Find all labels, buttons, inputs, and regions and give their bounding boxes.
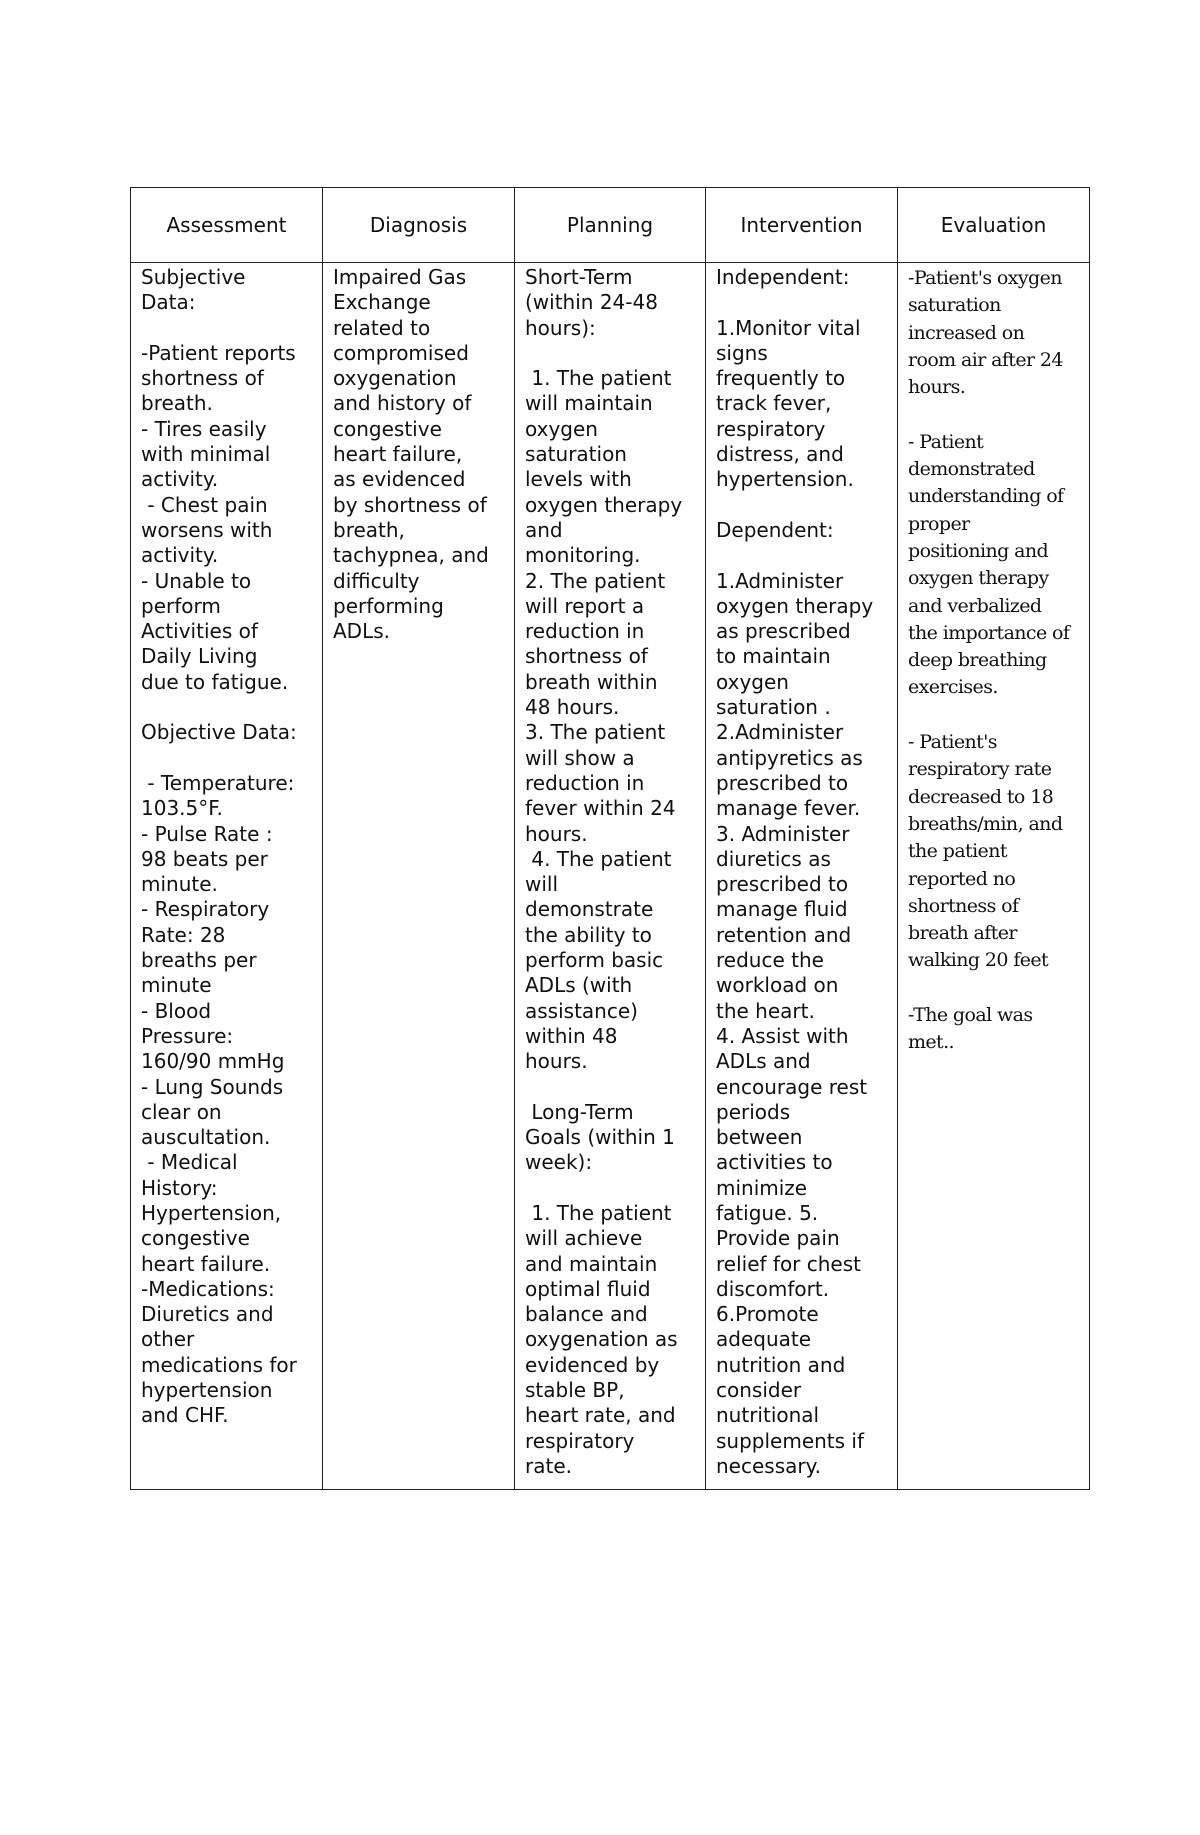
header-assessment: Assessment bbox=[131, 188, 323, 263]
header-row bbox=[131, 188, 1090, 263]
diagnosis-cell bbox=[323, 263, 515, 1490]
header-diagnosis: Diagnosis bbox=[323, 188, 515, 263]
planning-text: Short-Term (within 24-48 hours): 1. The patient will maintain oxygen saturation levels with oxygen therapy and monitoring. 2. The patient will report a reduction in shortness of breath within 48 hours. 3. The patient will show a reduction in fever within 24 hours. 4. The patient will demonstrate the ability to perform basic ADLs (with assistance) within 48 hours. Long-Term Goals (within 1 week): 1. The patient will achieve and maintain optimal fluid balance and oxygenation as evidenced by stable BP, heart rate, and respiratory rate. bbox=[525, 265, 683, 1478]
diagnosis-text: Impaired Gas Exchange related to compromised oxygenation and history of congestive heart failure, as evidenced by shortness of breath, tachypnea, and difficulty performing ADLs. bbox=[333, 265, 489, 644]
intervention-text: Independent: 1.Monitor vital signs frequently to track fever, respiratory distress, and hypertension. Dependent: 1.Administer oxygen therapy as prescribed to maintain oxygen saturation . 2.Administer antipyretics as prescribed to manage fever. 3. Administer diuretics as prescribed to manage fluid retention and reduce the workload on the heart. 4. Assist with ADLs and encourage rest periods between activities to minimize fatigue. 5. Provide pain relief for chest discomfort. 6.Promote adequate nutrition and consider nutritional supplements if necessary. bbox=[716, 265, 874, 1478]
nursing-care-plan-table bbox=[130, 187, 1090, 1490]
assessment-text: Subjective Data: -Patient reports shortness of breath. - Tires easily with minimal activity. - Chest pain worsens with activity. - Unable to perform Activities of Daily Living due to fatigue. Objective Data: - Temperature: 103.5°F. - Pulse Rate : 98 beats per minute. - Respiratory Rate: 28 breaths per minute - Blood Pressure: 160/90 mmHg - Lung Sounds clear on auscultation. - Medical History: Hypertension, congestive heart failure. -Medications: Diuretics and other medications for hypertension and CHF. bbox=[141, 265, 297, 1428]
evaluation-cell bbox=[898, 263, 1090, 1490]
intervention-cell bbox=[706, 263, 898, 1490]
header-planning: Planning bbox=[515, 188, 706, 263]
table-row bbox=[131, 263, 1090, 1490]
evaluation-text: -Patient's oxygen saturation increased on room air after 24 hours. - Patient demonstrated understanding of proper positioning and oxygen therapy and verbalized the importance of deep breathing exercises. - Patient's respiratory rate decreased to 18 breaths/min, and the patient reported no shortness of breath after walking 20 feet -The goal was met.. bbox=[908, 267, 1070, 1054]
assessment-cell bbox=[131, 263, 323, 1490]
header-evaluation: Evaluation bbox=[898, 188, 1090, 263]
planning-cell bbox=[515, 263, 706, 1490]
header-intervention: Intervention bbox=[706, 188, 898, 263]
